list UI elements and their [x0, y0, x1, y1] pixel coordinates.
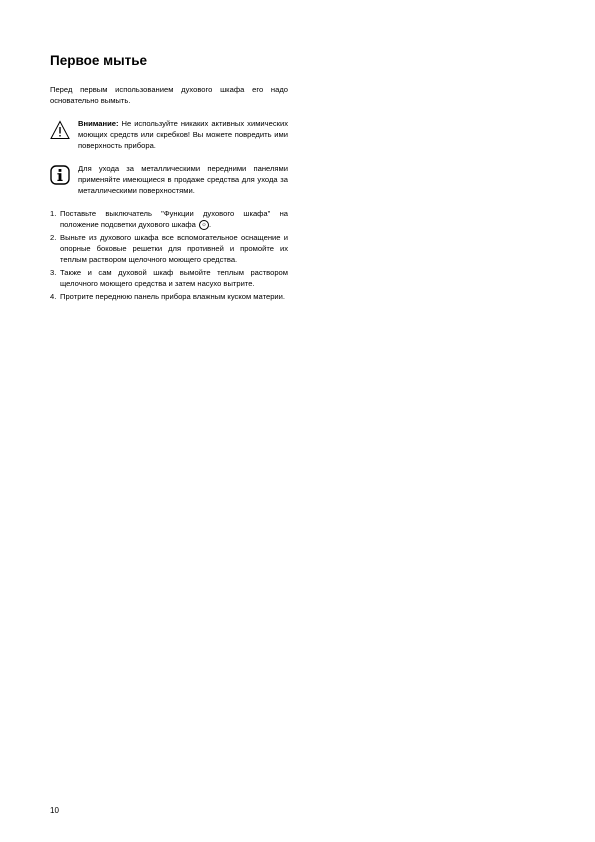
step-number: 2.: [50, 233, 57, 242]
step-number: 3.: [50, 268, 57, 277]
step-text: Протрите переднюю панель прибора влажным куском материи.: [60, 292, 286, 301]
list-item: [50, 267, 288, 289]
info-icon: [50, 165, 70, 185]
step-number: 4.: [50, 292, 57, 301]
lamp-symbol-icon: ☼: [199, 220, 209, 230]
page-number: 10: [50, 806, 59, 815]
page-title: Первое мытье: [50, 53, 148, 68]
warning-triangle-icon: [50, 120, 70, 140]
step-number: 1.: [50, 209, 57, 218]
warning-body: Не используйте никаких активных химических моющих средств или скребков! Вы можете повредить ими поверхность прибора.: [78, 119, 288, 150]
warning-label: Внимание:: [78, 119, 119, 128]
step-text: Поставьте выключатель "Функции духового шкафа" на положение подсветки духового шкафа ☼ .: [60, 209, 288, 229]
warning-text: [78, 118, 288, 151]
content-column: [50, 52, 288, 304]
warning-note: [50, 118, 288, 151]
step-text: Выньте из духового шкафа все вспомогательное оснащение и опорные боковые решетки для противней и промойте их теплым раствором щелочного моющего средства.: [60, 233, 288, 264]
info-note: [50, 163, 288, 196]
intro-paragraph: Перед первым использованием духового шкафа его надо основательно вымыть.: [50, 85, 288, 105]
info-text: Для ухода за металлическими передними панелями применяйте имеющиеся в продаже средства для ухода за металлическими поверхностями.: [78, 164, 288, 195]
list-item: [50, 291, 288, 302]
list-item: [50, 208, 288, 230]
list-item: [50, 232, 288, 265]
steps-list: [50, 208, 288, 302]
step-text: Также и сам духовой шкаф вымойте теплым раствором щелочного моющего средства и затем насухо вытрите.: [60, 268, 288, 288]
